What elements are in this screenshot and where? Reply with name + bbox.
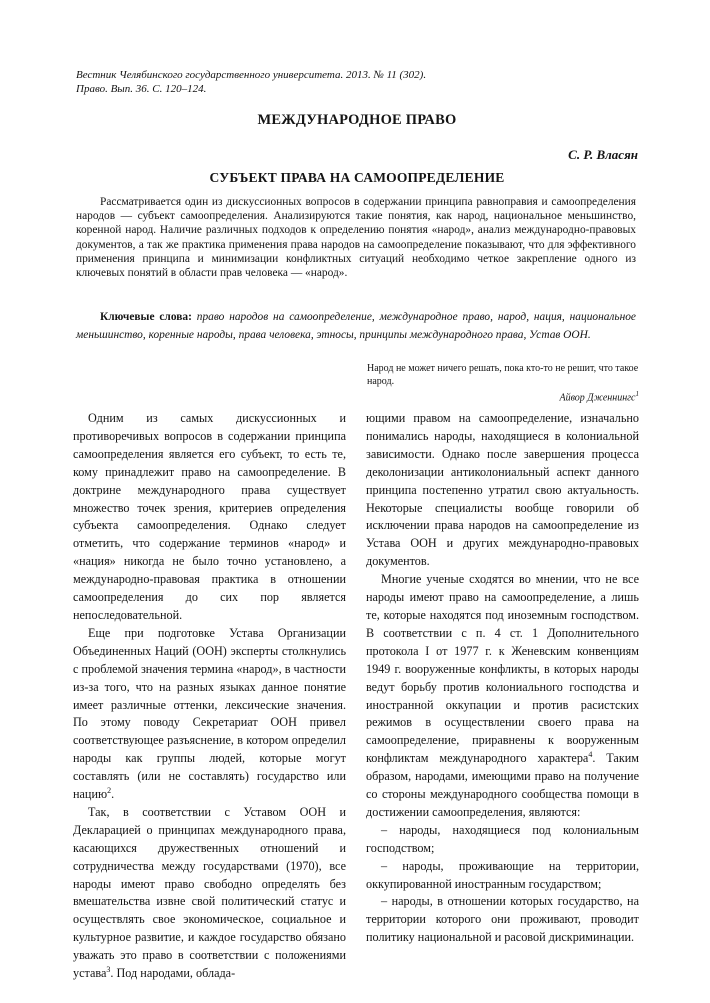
body-paragraph (73, 625, 346, 804)
body-column-left (73, 410, 346, 983)
keywords-text: право народов на самоопределение, международное право, народ, нация, национальное меньшинство, коренные народы, права человека, этносы, принципы международного права, Устав ООН. (76, 311, 636, 341)
author-name: С. Р. Власян (568, 147, 638, 162)
paragraph-text: – народы, находящиеся под колониальным господством; (366, 822, 639, 855)
keywords-label: Ключевые слова: (100, 311, 192, 323)
paragraph-text: – народы, в отношении которых государство, на территории которого они проживают, проводит политику национальной и расовой дискриминации. (366, 894, 639, 945)
keywords (76, 309, 636, 344)
paragraph-text-after-note: . (111, 787, 115, 802)
body-paragraph (366, 571, 639, 822)
paragraph-text: ющими правом на самоопределение, изначально понимались народы, находящиеся в колониальной зависимости. Однако после завершения процесса деколонизации антиколониальный аспект данного принципа постепенно утратил свою актуальность. Некоторые специалисты вообще говорили об исключении права народов на самоопределение из Устава ООН и других международно-правовых документов. (366, 411, 639, 569)
body-paragraph (366, 822, 639, 858)
footnote-ref: 4 (588, 750, 593, 760)
paragraph-text-after-note: . Таким образом, народами, имеющими право на получение со стороны международного сообщества помощи в достижении самоопределения, являются: (366, 751, 639, 819)
body-paragraph (366, 410, 639, 571)
abstract: Рассматривается один из дискуссионных вопросов в содержании принципа равноправия и самоопределения народов — субъект самоопределения. Анализируются такие понятия, как народ, национальное меньшинство, коренной народ. Наличие различных подходов к определению понятия «народ», анализ международно-правовых документов, а так же практика применения права народов на самоопределение показывают, что для эффективного применения принципа и минимизации конфликтных ситуаций необходимо четкое закрепление одного из ключевых понятий в области прав человека — «народ». (76, 196, 636, 280)
body-paragraph (73, 804, 346, 983)
paragraph-text: Одним из самых дискуссионных и противоречивых вопросов в содержании принципа самоопределения является его субъект, то есть те, кому принадлежит право на самоопределение. В доктрине международного права существует множество точек зрения, критериев определения субъекта самоопределения. Однако следует отметить, что содержание терминов «народ» и «нация» никогда не было точно установлено, а международно-правовая практика в отношении самоопределения до сих пор является непоследовательной. (73, 411, 346, 622)
article-title: СУБЪЕКТ ПРАВА НА САМООПРЕДЕЛЕНИЕ (209, 170, 505, 185)
epigraph-author (367, 388, 639, 405)
footnote-ref: 3 (106, 965, 111, 975)
body-paragraph (366, 893, 639, 947)
section-title: МЕЖДУНАРОДНОЕ ПРАВО (257, 112, 457, 128)
citation-line-2: Право. Вып. 36. С. 120–124. (76, 83, 207, 95)
citation-line-1: Вестник Челябинского государственного университета. 2013. № 11 (302). (76, 69, 427, 81)
footnote-ref: 1 (635, 390, 639, 398)
body-paragraph (73, 410, 346, 625)
epigraph-quote: Народ не может ничего решать, пока кто-то не решит, что такое народ. (367, 363, 639, 387)
paragraph-text-after-note: . Под народами, облада- (110, 966, 236, 981)
body-column-right (366, 410, 639, 947)
body-paragraph (366, 858, 639, 894)
paragraph-text: Многие ученые сходятся во мнении, что не все народы имеют право на самоопределение, а лишь те, которые находятся под иноземным господством. В соответствии с п. 4 ст. 1 Дополнительного протокола I от 1977 г. к Женевским конвенциям 1949 г. вооруженные конфликты, в которых народы ведут борьбу против колониального господства и иностранной оккупации и против расистских режимов в осуществлении своего права на самоопределение, приравнены к вооруженным конфликтам международного характера (366, 572, 639, 766)
paragraph-text: Так, в соответствии с Уставом ООН и Декларацией о принципах международного права, касающихся дружественных отношений и сотрудничества между государствами (1970), все народы имеют право свободно определять без вмешательства извне свой политический статус и осуществлять свое экономическое, социальное и культурное развитие, и каждое государство обязано уважать это право в соответствии с положениями устава (73, 804, 346, 981)
epigraph-author-name: Айвор Дженнингс (559, 392, 636, 404)
epigraph (367, 363, 639, 405)
journal-citation (76, 68, 636, 96)
paragraph-text: Еще при подготовке Устава Организации Объединенных Наций (ООН) эксперты столкнулись с проблемой значения термина «народ», в частности из-за того, что на разных языках данное понятие имеет различные оттенки, лексические значения. По этому поводу Секретариат ООН привел соответствующее разъяснение, в котором определил народы как группы людей, которые могут составлять (или не составлять) государство или нацию (73, 625, 346, 802)
paragraph-text: – народы, проживающие на территории, оккупированной иностранным государством; (366, 858, 639, 891)
footnote-ref: 2 (107, 785, 112, 795)
